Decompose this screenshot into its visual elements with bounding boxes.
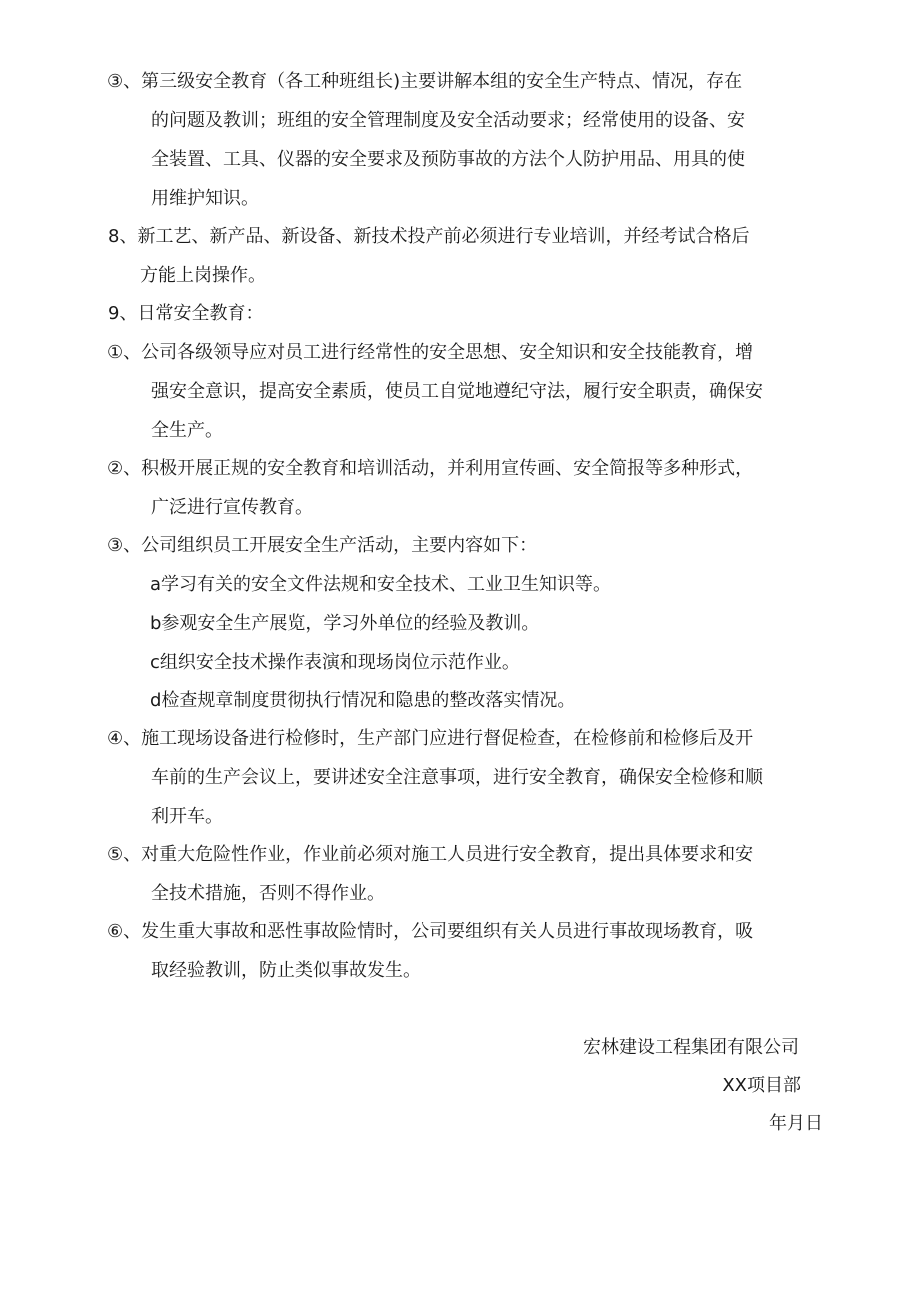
paragraph-line: 取经验教训，防止类似事故发生。 bbox=[151, 960, 421, 981]
signature-date: 年月日 bbox=[769, 1113, 823, 1134]
paragraph-first-line: 8、新工艺、新产品、新设备、新技术投产前必须进行专业培训，并经考试合格后 bbox=[108, 226, 750, 247]
paragraph-daily-2 bbox=[107, 449, 841, 527]
list-item-a: a学习有关的安全文件法规和安全技术、工业卫生知识等。 bbox=[150, 574, 612, 595]
paragraph-third-level-education bbox=[107, 62, 841, 218]
paragraph-daily-6 bbox=[107, 912, 841, 990]
paragraph-daily-5 bbox=[107, 835, 841, 913]
paragraph-first-line: ②、积极开展正规的安全教育和培训活动，并利用宣传画、安全简报等多种形式， bbox=[107, 458, 754, 479]
paragraph-line: 方能上岗操作。 bbox=[140, 265, 266, 286]
paragraph-first-line: ⑥、发生重大事故和恶性事故险情时，公司要组织有关人员进行事故现场教育，吸 bbox=[107, 921, 754, 942]
paragraph-daily-4 bbox=[107, 719, 841, 836]
paragraph-line: 全技术措施，否则不得作业。 bbox=[151, 883, 385, 904]
paragraph-daily-1 bbox=[107, 333, 841, 450]
list-item-b: b参观安全生产展览，学习外单位的经验及教训。 bbox=[150, 613, 540, 634]
paragraph-line: 广泛进行宣传教育。 bbox=[151, 497, 313, 518]
paragraph-first-line: ③、公司组织员工开展安全生产活动，主要内容如下： bbox=[107, 535, 538, 556]
signature-company: 宏林建设工程集团有限公司 bbox=[583, 1037, 799, 1058]
paragraph-line: 全装置、工具、仪器的安全要求及预防事故的方法个人防护用品、用具的使 bbox=[151, 149, 745, 170]
paragraph-first-line: ⑤、对重大危险性作业，作业前必须对施工人员进行安全教育，提出具体要求和安 bbox=[107, 844, 754, 865]
paragraph-first-line: ④、施工现场设备进行检修时，生产部门应进行督促检查，在检修前和检修后及开 bbox=[107, 728, 754, 749]
paragraph-first-line: 9、日常安全教育： bbox=[108, 303, 264, 324]
paragraph-first-line: ③、第三级安全教育（各工种班组长)主要讲解本组的安全生产特点、情况，存在 bbox=[107, 71, 743, 92]
paragraph-daily-3 bbox=[107, 526, 841, 565]
paragraph-item-8 bbox=[108, 217, 840, 295]
list-item-d: d检查规章制度贯彻执行情况和隐患的整改落实情况。 bbox=[150, 690, 576, 711]
paragraph-item-9 bbox=[108, 294, 840, 333]
paragraph-line: 全生产。 bbox=[151, 420, 223, 441]
paragraph-line: 利开车。 bbox=[151, 806, 223, 827]
signature-department: XX项目部 bbox=[722, 1075, 801, 1096]
list-item-c: c组织安全技术操作表演和现场岗位示范作业。 bbox=[150, 652, 520, 673]
paragraph-line: 用维护知识。 bbox=[151, 188, 259, 209]
paragraph-line: 的问题及教训；班组的安全管理制度及安全活动要求；经常使用的设备、安 bbox=[151, 110, 745, 131]
paragraph-line: 强安全意识，提高安全素质，使员工自觉地遵纪守法，履行安全职责，确保安 bbox=[151, 381, 763, 402]
paragraph-line: 车前的生产会议上，要讲述安全注意事项，进行安全教育，确保安全检修和顺 bbox=[151, 767, 763, 788]
paragraph-first-line: ①、公司各级领导应对员工进行经常性的安全思想、安全知识和安全技能教育，增 bbox=[107, 342, 754, 363]
